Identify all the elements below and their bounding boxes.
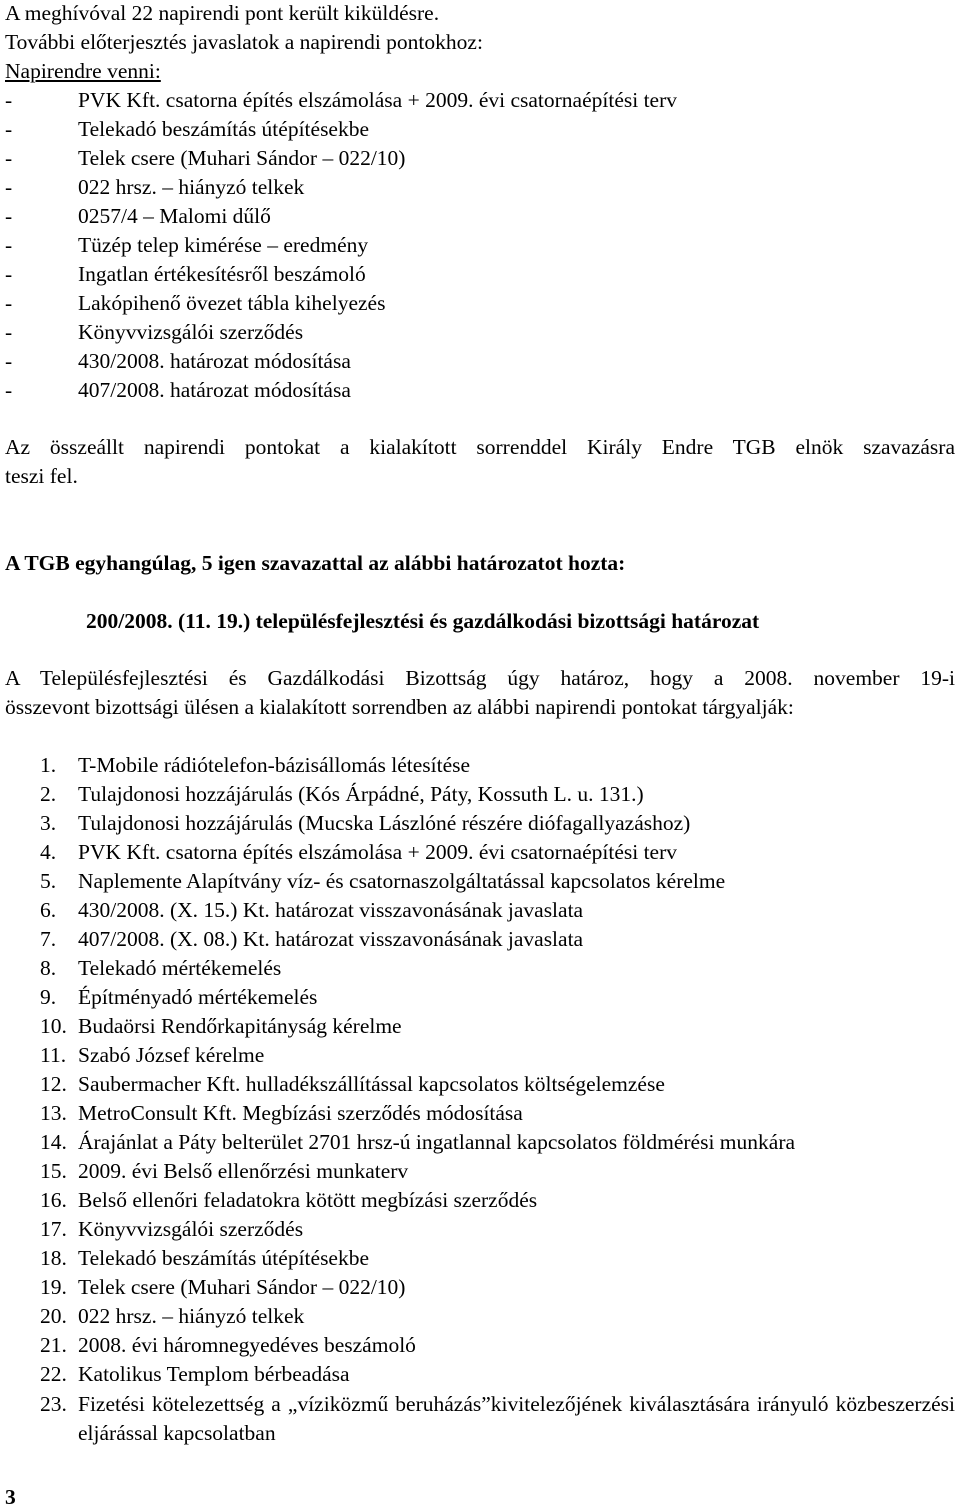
list-item [40,1013,402,1039]
list-item [40,1332,416,1358]
dash-marker: - [5,233,13,257]
item-number: 17. [40,1217,67,1241]
item-number: 2. [40,782,57,806]
dash-marker: - [5,204,13,228]
list-item [40,1390,955,1448]
dash-marker: - [5,175,13,199]
list-item-text: 430/2008. határozat módosítása [78,349,351,373]
list-item-text: Belső ellenőri feladatokra kötött megbízási szerződés [78,1188,538,1212]
list-item-text: Naplemente Alapítvány víz- és csatornaszolgáltatással kapcsolatos kérelme [78,869,726,893]
list-item [5,377,351,403]
item-number: 1. [40,753,57,777]
list-item-text: Telek csere (Muhari Sándor – 022/10) [78,146,406,170]
list-item [40,1361,350,1387]
list-item [40,810,690,836]
list-item [5,319,303,345]
list-item-text: Lakópihenő övezet tábla kihelyezés [78,291,386,315]
list-item-text: Budaörsi Rendőrkapitányság kérelme [78,1014,402,1038]
list-item [40,1129,795,1155]
dash-marker: - [5,291,13,315]
list-item-text: Saubermacher Kft. hulladékszállítással kapcsolatos költségelemzése [78,1072,665,1096]
item-number: 23. [40,1392,67,1416]
item-number: 19. [40,1275,67,1299]
list-item [40,1042,264,1068]
item-number: 20. [40,1304,67,1328]
list-item [40,1245,369,1271]
proposal-heading: Napirendre venni: [5,59,161,83]
intro-line-2: További előterjesztés javaslatok a napirendi pontokhoz: [5,30,483,54]
list-item [40,1071,665,1097]
list-item-text: Telekadó beszámítás útépítésekbe [78,117,370,141]
resolution-title: 200/2008. (11. 19.) településfejlesztési és gazdálkodási bizottsági határozat [86,609,760,633]
list-item [40,1158,408,1184]
list-item-text: Fizetési kötelezettség a „víziközmű beruházás”kivitelezőjének kiválasztására irányuló közbeszerzési eljárással kapcsolatban [78,1392,955,1445]
list-item-text: Telekadó mértékemelés [78,956,282,980]
list-item-text: Könyvvizsgálói szerződés [78,1217,304,1241]
list-item [40,1187,537,1213]
list-item-text: T-Mobile rádiótelefon-bázisállomás létesítése [78,753,471,777]
list-item-text: PVK Kft. csatorna építés elszámolása + 2009. évi csatornaépítési terv [78,88,678,112]
item-number: 5. [40,869,57,893]
item-number: 4. [40,840,57,864]
item-number: 7. [40,927,57,951]
list-item-text: Könyvvizsgálói szerződés [78,320,304,344]
list-item-text: 2008. évi háromnegyedéves beszámoló [78,1333,416,1357]
resolution-line-1: A Településfejlesztési és Gazdálkodási Bizottság úgy határoz, hogy a 2008. november 19-i [5,666,955,690]
list-item [40,781,644,807]
vote-call-line-1: Az összeállt napirendi pontokat a kialakított sorrenddel Király Endre TGB elnök szavazásra [5,435,955,459]
list-item-text: Katolikus Templom bérbeadása [78,1362,350,1386]
list-item-text: Tüzép telep kimérése – eredmény [78,233,369,257]
list-item-text: Tulajdonosi hozzájárulás (Kós Árpádné, Páty, Kossuth L. u. 131.) [78,782,644,806]
list-item-text: 430/2008. (X. 15.) Kt. határozat visszavonásának javaslata [78,898,584,922]
item-number: 15. [40,1159,67,1183]
list-item-text: Árajánlat a Páty belterület 2701 hrsz-ú ingatlannal kapcsolatos földmérési munkára [78,1130,796,1154]
item-number: 16. [40,1188,67,1212]
list-item [40,897,583,923]
list-item-text: MetroConsult Kft. Megbízási szerződés módosítása [78,1101,523,1125]
list-item [40,752,470,778]
list-item-text: 0257/4 – Malomi dűlő [78,204,271,228]
list-item-text: PVK Kft. csatorna építés elszámolása + 2009. évi csatornaépítési terv [78,840,678,864]
list-item-text: Építményadó mértékemelés [78,985,318,1009]
item-number: 3. [40,811,57,835]
dash-marker: - [5,88,13,112]
item-number: 21. [40,1333,67,1357]
list-item-text: Ingatlan értékesítésről beszámoló [78,262,366,286]
dash-marker: - [5,378,13,402]
item-number: 14. [40,1130,67,1154]
item-number: 13. [40,1101,67,1125]
list-item [5,348,351,374]
list-item [5,145,405,171]
list-item-text: 2009. évi Belső ellenőrzési munkaterv [78,1159,409,1183]
item-number: 22. [40,1362,67,1386]
list-item [40,1216,303,1242]
item-number: 10. [40,1014,67,1038]
list-item [40,839,677,865]
item-number: 12. [40,1072,67,1096]
item-number: 9. [40,985,57,1009]
list-item [40,926,583,952]
list-item-text: 407/2008. határozat módosítása [78,378,351,402]
list-item [5,261,366,287]
list-item [40,984,317,1010]
resolution-line-2: összevont bizottsági ülésen a kialakított sorrendben az alábbi napirendi pontokat tárgyalják: [5,695,794,719]
vote-result: A TGB egyhangúlag, 5 igen szavazattal az alábbi határozatot hozta: [5,551,626,575]
list-item [40,868,725,894]
list-item-text: Telek csere (Muhari Sándor – 022/10) [78,1275,406,1299]
page-number: 3 [5,1485,16,1509]
dash-marker: - [5,262,13,286]
list-item-text: Szabó József kérelme [78,1043,265,1067]
list-item-text: 022 hrsz. – hiányzó telkek [78,175,305,199]
item-number: 18. [40,1246,67,1270]
list-item [5,116,369,142]
dash-marker: - [5,349,13,373]
item-number: 11. [40,1043,67,1067]
list-item-text: Tulajdonosi hozzájárulás (Mucska Lászlóné részére diófagallyazáshoz) [78,811,691,835]
dash-marker: - [5,117,13,141]
intro-line-1: A meghívóval 22 napirendi pont került kiküldésre. [5,1,440,25]
list-item-text: Telekadó beszámítás útépítésekbe [78,1246,370,1270]
item-number: 6. [40,898,57,922]
list-item [40,1274,405,1300]
list-item [5,174,304,200]
item-number: 8. [40,956,57,980]
list-item [5,203,271,229]
list-item [5,87,677,113]
list-item [5,232,368,258]
list-item [5,290,385,316]
list-item [40,955,281,981]
vote-call-line-2: teszi fel. [5,464,78,488]
list-item [40,1303,304,1329]
dash-marker: - [5,320,13,344]
list-item [40,1100,523,1126]
dash-marker: - [5,146,13,170]
list-item-text: 022 hrsz. – hiányzó telkek [78,1304,305,1328]
list-item-text: 407/2008. (X. 08.) Kt. határozat visszavonásának javaslata [78,927,584,951]
